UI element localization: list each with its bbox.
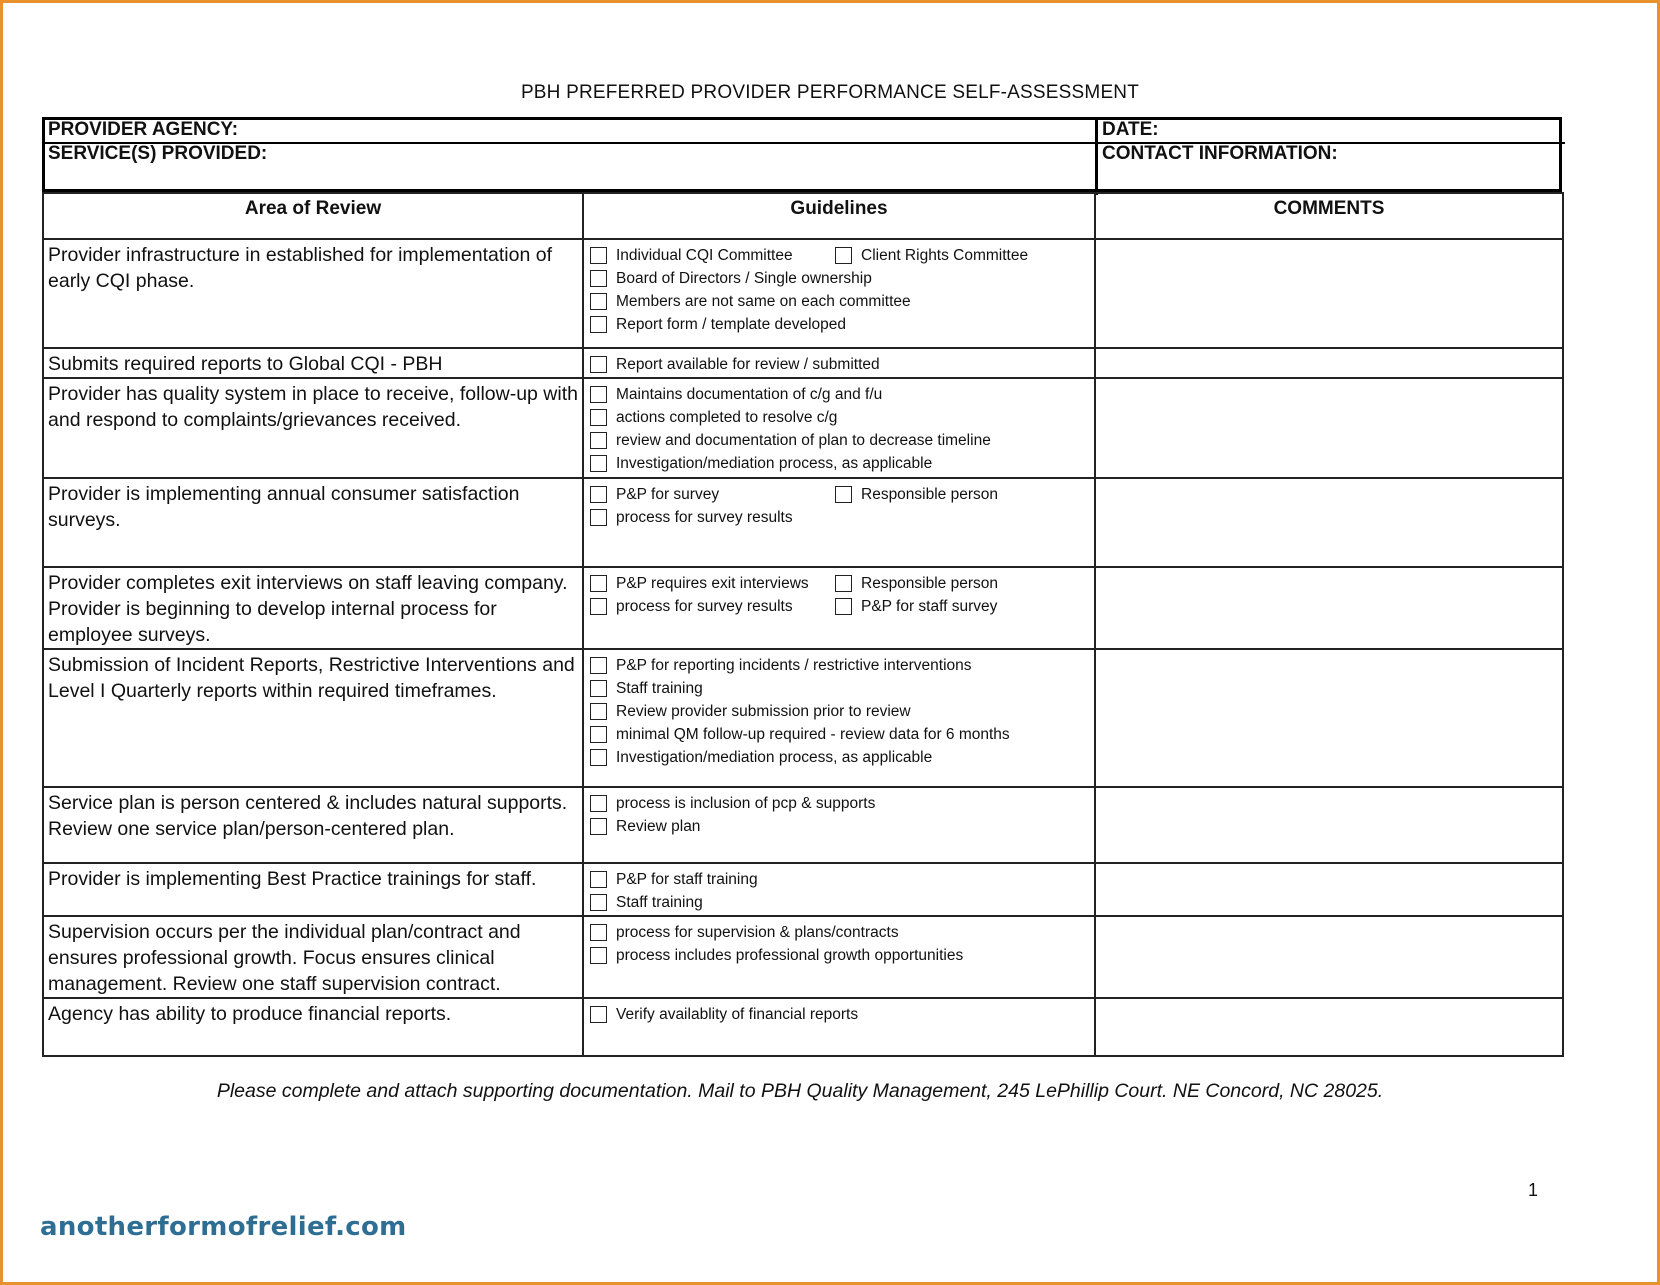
comments-cell[interactable] — [1095, 787, 1563, 863]
services-provided-label: SERVICE(S) PROVIDED: — [48, 143, 268, 164]
guideline-line — [590, 506, 1088, 529]
checkbox[interactable] — [590, 247, 607, 264]
comments-cell[interactable] — [1095, 478, 1563, 567]
guideline-label: Report available for review / submitted — [616, 355, 880, 373]
table-row — [43, 478, 1563, 567]
area-of-review-cell: Supervision occurs per the individual plan/contract and ensures professional growth. Focus ensures clinical management. Review one staff supervision contract. — [43, 916, 583, 998]
checkbox[interactable] — [590, 924, 607, 941]
column-header-guidelines: Guidelines — [583, 193, 1095, 239]
guideline-item — [590, 894, 703, 912]
guideline-item — [590, 818, 700, 836]
checkbox[interactable] — [590, 575, 607, 592]
guideline-item — [590, 598, 793, 616]
checkbox[interactable] — [835, 486, 852, 503]
checkbox[interactable] — [590, 409, 607, 426]
table-row — [43, 863, 1563, 916]
guideline-label: Maintains documentation of c/g and f/u — [616, 385, 883, 403]
guideline-label: Members are not same on each committee — [616, 292, 911, 310]
table-row — [43, 378, 1563, 478]
guideline-item — [835, 486, 998, 504]
checkbox[interactable] — [835, 247, 852, 264]
guideline-line — [590, 654, 1088, 677]
checkbox[interactable] — [590, 293, 607, 310]
guidelines-cell — [583, 478, 1095, 567]
guideline-line — [590, 353, 1088, 376]
guideline-label: process for survey results — [616, 597, 793, 615]
checkbox[interactable] — [590, 1006, 607, 1023]
comments-cell[interactable] — [1095, 863, 1563, 916]
guideline-item — [590, 486, 719, 504]
table-row — [43, 916, 1563, 998]
table-header-row — [43, 193, 1563, 239]
checkbox[interactable] — [590, 486, 607, 503]
watermark-logo: anotherformofrelief.com — [40, 1212, 407, 1242]
guideline-line — [590, 1003, 1088, 1026]
guideline-label: process for survey results — [616, 508, 793, 526]
guideline-label: Individual CQI Committee — [616, 246, 793, 264]
guideline-label: P&P for survey — [616, 485, 720, 503]
guideline-item — [835, 247, 1028, 265]
guideline-label: review and documentation of plan to decrease timeline — [616, 431, 991, 449]
guideline-label: P&P for staff survey — [861, 597, 998, 615]
checkbox[interactable] — [590, 657, 607, 674]
checkbox[interactable] — [590, 432, 607, 449]
guideline-line — [590, 483, 1088, 506]
checkbox[interactable] — [590, 455, 607, 472]
guideline-label: Client Rights Committee — [861, 246, 1029, 264]
guideline-line — [590, 572, 1088, 595]
area-of-review-cell: Submission of Incident Reports, Restrictive Interventions and Level I Quarterly reports within required timeframes. — [43, 649, 583, 787]
guideline-line — [590, 868, 1088, 891]
checkbox[interactable] — [590, 947, 607, 964]
guideline-label: process includes professional growth opportunities — [616, 946, 964, 964]
guidelines-cell — [583, 348, 1095, 378]
checkbox[interactable] — [590, 386, 607, 403]
guideline-line — [590, 891, 1088, 914]
guideline-item — [590, 871, 758, 889]
guidelines-cell — [583, 239, 1095, 348]
date-label: DATE: — [1102, 119, 1159, 140]
guideline-label: process for supervision & plans/contracts — [616, 923, 899, 941]
guideline-label: Responsible person — [861, 574, 999, 592]
document-title: PBH PREFERRED PROVIDER PERFORMANCE SELF-ASSESSMENT — [520, 82, 1140, 103]
footer-note: Please complete and attach supporting documentation. Mail to PBH Quality Management, 245 LePhillip Court. NE Concord, NC 28025. — [216, 1080, 1384, 1102]
guideline-label: actions completed to resolve c/g — [616, 408, 838, 426]
guideline-line — [590, 452, 1088, 475]
guideline-line — [590, 700, 1088, 723]
checkbox[interactable] — [590, 680, 607, 697]
checkbox[interactable] — [835, 575, 852, 592]
guidelines-cell — [583, 998, 1095, 1056]
comments-cell[interactable] — [1095, 649, 1563, 787]
comments-cell[interactable] — [1095, 916, 1563, 998]
guideline-label: P&P for reporting incidents / restrictive interventions — [616, 656, 972, 674]
guideline-line — [590, 815, 1088, 838]
checkbox[interactable] — [590, 726, 607, 743]
guideline-item — [590, 749, 932, 767]
guideline-label: Investigation/mediation process, as applicable — [616, 454, 933, 472]
table-row — [43, 348, 1563, 378]
guideline-label: Verify availablity of financial reports — [616, 1005, 859, 1023]
checkbox[interactable] — [590, 795, 607, 812]
header-box — [42, 117, 1562, 192]
guideline-label: Review plan — [616, 817, 701, 835]
guideline-label: minimal QM follow-up required - review data for 6 months — [616, 725, 1010, 743]
area-of-review-cell: Provider has quality system in place to receive, follow-up with and respond to complaints/grievances received. — [43, 378, 583, 478]
checkbox[interactable] — [590, 818, 607, 835]
guideline-label: P&P requires exit interviews — [616, 574, 809, 592]
checkbox[interactable] — [590, 509, 607, 526]
guideline-label: P&P for staff training — [616, 870, 758, 888]
area-of-review-cell: Provider completes exit interviews on staff leaving company. Provider is beginning to develop internal process for employee surveys. — [43, 567, 583, 649]
guideline-label: Report form / template developed — [616, 315, 847, 333]
guideline-label: Staff training — [616, 893, 703, 911]
guideline-line — [590, 290, 1088, 313]
checkbox[interactable] — [590, 316, 607, 333]
area-of-review-cell: Provider is implementing Best Practice trainings for staff. — [43, 863, 583, 916]
guideline-item — [590, 247, 793, 265]
checkbox[interactable] — [835, 598, 852, 615]
comments-cell[interactable] — [1095, 567, 1563, 649]
guideline-item — [835, 575, 998, 593]
comments-cell[interactable] — [1095, 998, 1563, 1056]
guideline-item — [590, 575, 809, 593]
area-of-review-cell: Agency has ability to produce financial reports. — [43, 998, 583, 1056]
table-row — [43, 239, 1563, 348]
checkbox[interactable] — [590, 894, 607, 911]
column-header-comments: COMMENTS — [1095, 193, 1563, 239]
guideline-line — [590, 244, 1088, 267]
area-of-review-cell: Submits required reports to Global CQI - PBH — [43, 348, 583, 378]
checkbox[interactable] — [590, 270, 607, 287]
guideline-line — [590, 746, 1088, 769]
guidelines-cell — [583, 649, 1095, 787]
guideline-label: Investigation/mediation process, as applicable — [616, 748, 933, 766]
guideline-label: process is inclusion of pcp & supports — [616, 794, 876, 812]
guideline-item — [590, 924, 899, 942]
guideline-item — [590, 455, 932, 473]
guideline-line — [590, 944, 1088, 967]
guidelines-cell — [583, 378, 1095, 478]
guideline-item — [590, 703, 911, 721]
guidelines-cell — [583, 787, 1095, 863]
guideline-line — [590, 406, 1088, 429]
guideline-line — [590, 792, 1088, 815]
guideline-item — [590, 680, 703, 698]
provider-agency-label: PROVIDER AGENCY: — [48, 119, 239, 140]
comments-cell[interactable] — [1095, 378, 1563, 478]
guideline-item — [590, 316, 846, 334]
header-divider-vertical — [1095, 120, 1098, 195]
contact-information-label: CONTACT INFORMATION: — [1102, 143, 1338, 164]
guideline-item — [590, 270, 872, 288]
guideline-item — [590, 726, 1010, 744]
guidelines-cell — [583, 567, 1095, 649]
guideline-line — [590, 267, 1088, 290]
guideline-item — [590, 947, 963, 965]
guidelines-cell — [583, 863, 1095, 916]
guideline-item — [590, 795, 875, 813]
comments-cell[interactable] — [1095, 348, 1563, 378]
checkbox[interactable] — [590, 356, 607, 373]
area-of-review-cell: Service plan is person centered & includes natural supports. Review one service plan/person-centered plan. — [43, 787, 583, 863]
guideline-line — [590, 677, 1088, 700]
guideline-label: Review provider submission prior to review — [616, 702, 911, 720]
table-row — [43, 649, 1563, 787]
guideline-label: Responsible person — [861, 485, 999, 503]
guideline-item — [590, 293, 911, 311]
table-row — [43, 998, 1563, 1056]
guideline-item — [590, 386, 882, 404]
guideline-label: Board of Directors / Single ownership — [616, 269, 872, 287]
guideline-item — [590, 356, 880, 374]
guideline-line — [590, 383, 1088, 406]
guideline-item — [590, 1006, 858, 1024]
column-header-area: Area of Review — [43, 193, 583, 239]
guideline-item — [590, 657, 972, 675]
guideline-line — [590, 595, 1088, 618]
page-number: 1 — [1528, 1180, 1539, 1200]
guideline-item — [590, 509, 793, 527]
guideline-line — [590, 921, 1088, 944]
guideline-item — [835, 598, 997, 616]
guideline-label: Staff training — [616, 679, 703, 697]
guidelines-cell — [583, 916, 1095, 998]
guideline-item — [590, 409, 837, 427]
checkbox[interactable] — [590, 871, 607, 888]
comments-cell[interactable] — [1095, 239, 1563, 348]
table-row — [43, 787, 1563, 863]
table-row — [43, 567, 1563, 649]
review-table — [42, 192, 1564, 1057]
guideline-line — [590, 723, 1088, 746]
checkbox[interactable] — [590, 598, 607, 615]
guideline-line — [590, 429, 1088, 452]
guideline-line — [590, 313, 1088, 336]
checkbox[interactable] — [590, 749, 607, 766]
area-of-review-cell: Provider is implementing annual consumer satisfaction surveys. — [43, 478, 583, 567]
guideline-item — [590, 432, 991, 450]
area-of-review-cell: Provider infrastructure in established for implementation of early CQI phase. — [43, 239, 583, 348]
checkbox[interactable] — [590, 703, 607, 720]
